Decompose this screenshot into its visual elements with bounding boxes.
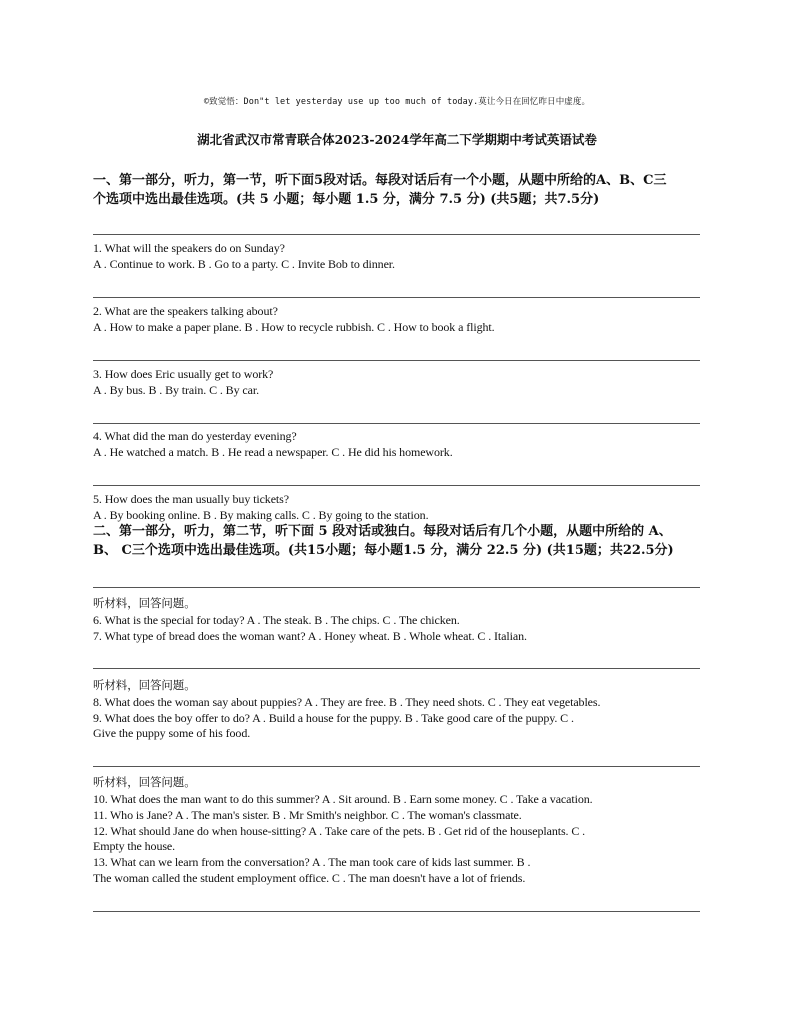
question-3: 3. How does Eric usually get to work? — [93, 367, 274, 381]
question-6: 6. What is the special for today? A . The steak. B . The chips. C . The chicken. — [93, 613, 460, 627]
question-9-continued: Give the puppy some of his food. — [93, 726, 251, 740]
question-9: 9. What does the boy offer to do? A . Build a house for the puppy. B . Take good care of the puppy. C . — [93, 711, 574, 725]
section-1-line-1: 一、第一部分，听力，第一节，听下面5段对话。每段对话后有一个小题，从题中所给的A、B、C三 — [93, 173, 667, 188]
divider — [93, 587, 700, 588]
question-4-options: A . He watched a match. B . He read a newspaper. C . He did his homework. — [93, 445, 453, 459]
section-2-heading — [93, 522, 703, 560]
question-8: 8. What does the woman say about puppies? A . They are free. B . They need shots. C . They eat vegetables. — [93, 695, 601, 709]
question-2-options: A . How to make a paper plane. B . How to recycle rubbish. C . How to book a flight. — [93, 320, 495, 334]
section-2-line-2: B、 C三个选项中选出最佳选项。(共15小题；每小题1.5 分，满分 22.5 分) (共15题；共22.5分) — [93, 543, 674, 558]
divider — [93, 485, 700, 486]
question-7: 7. What type of bread does the woman want? A . Honey wheat. B . Whole wheat. C . Italian. — [93, 629, 527, 643]
divider — [93, 766, 700, 767]
question-12-continued: Empty the house. — [93, 839, 176, 853]
question-1-options: A . Continue to work. B . Go to a party. C . Invite Bob to dinner. — [93, 257, 395, 271]
divider — [93, 297, 700, 298]
question-2: 2. What are the speakers talking about? — [93, 304, 278, 318]
divider — [93, 423, 700, 424]
question-10: 10. What does the man want to do this summer? A . Sit around. B . Earn some money. C . Take a vacation. — [93, 792, 593, 806]
question-1: 1. What will the speakers do on Sunday? — [93, 241, 285, 255]
motto-header: ©致觉悟：Don"t let yesterday use up too much of today.莫让今日在回忆昨日中虚度。 — [203, 97, 591, 107]
divider — [93, 911, 700, 912]
divider — [93, 360, 700, 361]
question-5-options: A . By booking online. B . By making calls. C . By going to the station. — [93, 508, 429, 522]
group-1-label: 听材料，回答问题。 — [93, 596, 196, 610]
question-12: 12. What should Jane do when house-sitting? A . Take care of the pets. B . Get rid of the houseplants. C . — [93, 824, 586, 838]
section-1-line-2: 个选项中选出最佳选项。(共 5 小题；每小题 1.5 分，满分 7.5 分) (共5题；共7.5分) — [93, 192, 600, 207]
exam-title: 湖北省武汉市常青联合体2023-2024学年高二下学期期中考试英语试卷 — [197, 132, 597, 147]
divider — [93, 234, 700, 235]
question-11: 11. Who is Jane? A . The man's sister. B . Mr Smith's neighbor. C . The woman's classmate. — [93, 808, 522, 822]
question-5: 5. How does the man usually buy tickets? — [93, 492, 289, 506]
question-13-continued: The woman called the student employment office. C . The man doesn't have a lot of friends. — [93, 871, 526, 885]
section-1-heading — [93, 171, 703, 209]
group-2-label: 听材料，回答问题。 — [93, 678, 196, 692]
section-2-line-1: 二、第一部分，听力，第二节，听下面 5 段对话或独白。每段对话后有几个小题，从题中所给的 A、 — [93, 524, 672, 539]
divider — [93, 668, 700, 669]
question-4: 4. What did the man do yesterday evening? — [93, 429, 297, 443]
question-3-options: A . By bus. B . By train. C . By car. — [93, 383, 259, 397]
question-13: 13. What can we learn from the conversation? A . The man took care of kids last summer. B . — [93, 855, 531, 869]
group-3-label: 听材料，回答问题。 — [93, 775, 196, 789]
